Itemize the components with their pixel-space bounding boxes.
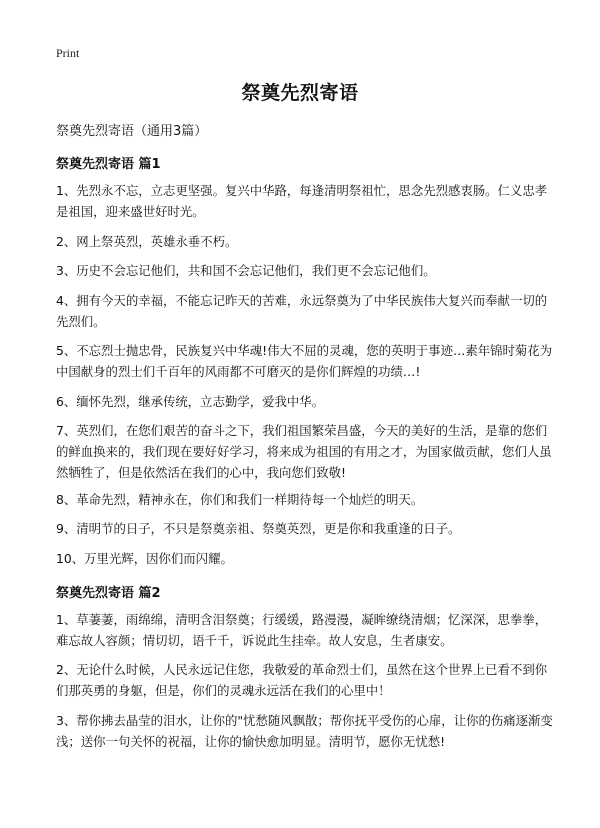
section-heading-2: 祭奠先烈寄语 篇2 (56, 586, 161, 601)
paragraph-2-1: 1、草萋萋，雨绵绵，清明含泪祭奠；行缓缓，路漫漫，凝眸缭绕清烟；忆深深，思拳拳，难忘故人容颜；情切切，语千千，诉说此生挂牵。故人安息，生者康安。 (56, 612, 548, 648)
paragraph-1-9: 9、清明节的日子，不只是祭奠亲祖、祭奠英烈，更是你和我重逢的日子。 (56, 521, 461, 536)
paragraph-1-8: 8、革命先烈，精神永在，你们和我们一样期待每一个灿烂的明天。 (56, 492, 424, 507)
paragraph-1-6: 6、缅怀先烈，继承传统，立志勤学，爱我中华。 (56, 394, 325, 409)
paragraph-1-2: 2、网上祭英烈，英雄永垂不朽。 (56, 234, 238, 249)
document-subtitle: 祭奠先烈寄语（通用3篇） (56, 124, 208, 139)
paragraph-2-3: 3、帮你拂去晶莹的泪水，让你的"忧愁随风飘散；帮你抚平受伤的心扉，让你的伤痛逐渐变浅；送你一句关怀的祝福，让你的愉快愈加明显。清明节，愿你无忧愁! (56, 713, 553, 749)
paragraph-1-7: 7、英烈们，在您们艰苦的奋斗之下，我们祖国繁荣昌盛，今天的美好的生活，是靠的您们的鲜血换来的，我们现在要好好学习，将来成为祖国的有用之才，为国家做贡献，您们人虽然牺牲了，但是依然活在我们的心中，我向您们致敬! (56, 423, 552, 480)
paragraph-2-2: 2、无论什么时候，人民永远记住您，我敬爱的革命烈士们，虽然在这个世界上已看不到你们那英勇的身躯，但是，你们的灵魂永远活在我们的心里中！ (56, 662, 548, 698)
page-title: 祭奠先烈寄语 (241, 82, 359, 104)
paragraph-1-1: 1、先烈永不忘，立志更坚强。复兴中华路，每逢清明祭祖忙，思念先烈感衷肠。仁义忠孝是祖国，迎来盛世好时光。 (56, 183, 548, 219)
section-heading-1: 祭奠先烈寄语 篇1 (56, 157, 161, 172)
paragraph-1-5: 5、不忘烈士抛忠骨，民族复兴中华魂!伟大不屈的灵魂，您的英明于事迹…素年锦时菊花为中国献身的烈士们千百年的风雨都不可磨灭的是你们辉煌的功绩…! (56, 343, 553, 379)
paragraph-1-4: 4、拥有今天的幸福，不能忘记昨天的苦难，永远祭奠为了中华民族伟大复兴而奉献一切的先烈们。 (56, 293, 548, 329)
paragraph-1-10: 10、万里光辉，因你们而闪耀。 (56, 551, 233, 566)
print-link[interactable]: Print (56, 46, 80, 60)
paragraph-1-3: 3、历史不会忘记他们，共和国不会忘记他们，我们更不会忘记他们。 (56, 263, 436, 278)
